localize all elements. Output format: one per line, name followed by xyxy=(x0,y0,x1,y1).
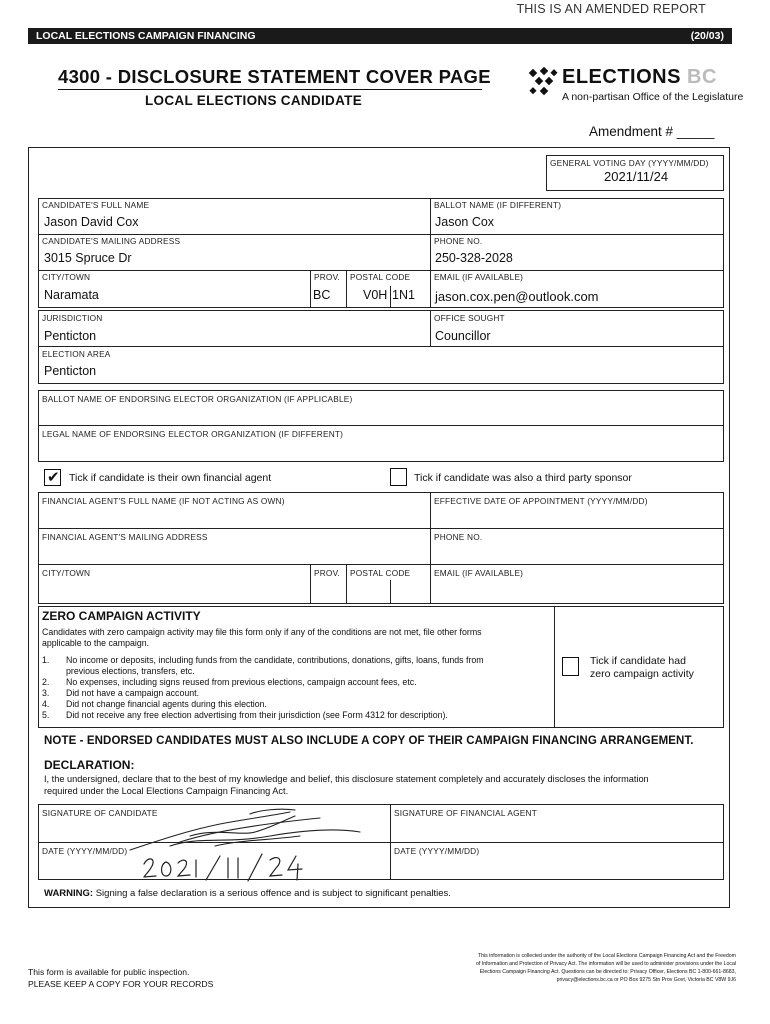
footer-privacy-line: Elections Campaign Financing Act. Questions can be directed to: Privacy Officer, Elections BC 1-800-661-8683, xyxy=(479,969,736,975)
condition-text: No income or deposits, including funds from the candidate, contributions, donations, gifts, loans, funds from xyxy=(66,655,484,665)
header-bar-title: LOCAL ELECTIONS CAMPAIGN FINANCING xyxy=(36,30,256,42)
candidate-name-field[interactable]: Jason David Cox xyxy=(44,215,139,229)
phone-field[interactable]: 250-328-2028 xyxy=(435,251,513,265)
footer-privacy-notice xyxy=(418,952,736,984)
agent-phone-label: PHONE NO. xyxy=(434,532,483,542)
divider xyxy=(390,286,391,308)
election-area-label: ELECTION AREA xyxy=(42,349,111,359)
declaration-text-1: I, the undersigned, declare that to the best of my knowledge and belief, this disclosure statement completely and accurately discloses the information xyxy=(44,774,649,784)
divider xyxy=(430,310,431,347)
financial-agent-box xyxy=(38,492,724,604)
divider xyxy=(38,346,724,347)
election-area-field[interactable]: Penticton xyxy=(44,364,97,378)
logo-suffix: BC xyxy=(687,66,717,88)
jurisdiction-field[interactable]: Penticton xyxy=(44,329,97,343)
warning-label: WARNING: xyxy=(44,888,94,899)
postal-code-part-1[interactable]: V0H xyxy=(363,288,388,302)
voting-day-value[interactable]: 2021/11/24 xyxy=(604,169,669,184)
condition-number: 5. xyxy=(42,710,50,720)
candidate-signature-image[interactable] xyxy=(120,806,390,856)
logo-wordmark xyxy=(562,66,717,89)
jurisdiction-label: JURISDICTION xyxy=(42,313,103,323)
declaration-text-2: required under the Local Elections Campaign Financing Act. xyxy=(44,786,289,796)
logo-tagline: A non-partisan Office of the Legislature xyxy=(562,91,744,103)
divider xyxy=(38,425,724,426)
declaration-heading: DECLARATION: xyxy=(44,758,135,772)
divider xyxy=(554,606,555,728)
mailing-address-label: CANDIDATE'S MAILING ADDRESS xyxy=(42,236,181,246)
footer-keep-copy: PLEASE KEEP A COPY FOR YOUR RECORDS xyxy=(28,979,214,989)
condition-text: Did not have a campaign account. xyxy=(66,688,200,698)
third-party-sponsor-checkbox[interactable] xyxy=(390,468,407,486)
jurisdiction-box xyxy=(38,310,724,384)
condition-number: 4. xyxy=(42,699,50,709)
condition-text: Did not receive any free election advertising from their jurisdiction (see Form 4312 for description). xyxy=(66,710,448,720)
condition-text: No expenses, including signs reused from previous elections, campaign account fees, etc. xyxy=(66,677,417,687)
mailing-address-field[interactable]: 3015 Spruce Dr xyxy=(44,251,132,265)
endorsed-candidates-note: NOTE - ENDORSED CANDIDATES MUST ALSO INCLUDE A COPY OF THEIR CAMPAIGN FINANCING ARRANGEMENT. xyxy=(44,735,694,747)
office-sought-label: OFFICE SOUGHT xyxy=(434,313,505,323)
third-party-sponsor-label: Tick if candidate was also a third party sponsor xyxy=(414,472,632,484)
candidate-date-label: DATE (YYYY/MM/DD) xyxy=(42,846,128,856)
divider xyxy=(390,580,391,604)
checkmark-icon: ✔ xyxy=(47,469,60,486)
warning-body: Signing a false declaration is a serious offence and is subject to significant penalties. xyxy=(93,888,451,899)
condition-number: 2. xyxy=(42,677,50,687)
agent-email-label: EMAIL (IF AVAILABLE) xyxy=(434,568,524,578)
postal-code-label: POSTAL CODE xyxy=(350,272,411,282)
footer-left xyxy=(28,966,213,990)
email-field[interactable]: jason.cox.pen@outlook.com xyxy=(435,289,599,304)
footer-privacy-line: of Information and Protection of Privacy Act. The information will be used to administer provisions under the Local xyxy=(476,961,736,967)
form-subtitle: LOCAL ELECTIONS CANDIDATE xyxy=(145,93,363,108)
phone-label: PHONE NO. xyxy=(434,236,483,246)
condition-text-continued: previous elections, transfers, etc. xyxy=(66,666,195,676)
condition-text: Did not change financial agents during this election. xyxy=(66,699,267,709)
footer-public-inspection: This form is available for public inspection. xyxy=(28,967,190,977)
title-divider xyxy=(58,89,482,90)
divider xyxy=(38,270,724,271)
agent-signature-label: SIGNATURE OF FINANCIAL AGENT xyxy=(394,808,537,818)
ballot-name-label: BALLOT NAME (IF DIFFERENT) xyxy=(434,200,562,210)
agent-date-label: DATE (YYYY/MM/DD) xyxy=(394,846,480,856)
elections-bc-logo-icon xyxy=(528,66,560,100)
divider xyxy=(430,198,431,308)
candidate-signature-label: SIGNATURE OF CANDIDATE xyxy=(42,808,158,818)
warning-text xyxy=(44,888,451,899)
prov-label: PROV. xyxy=(314,272,341,282)
amended-report-notice: THIS IS AN AMENDED REPORT xyxy=(516,2,706,16)
zero-activity-heading: ZERO CAMPAIGN ACTIVITY xyxy=(42,609,201,623)
footer-privacy-line: This information is collected under the authority of the Local Elections Campaign Financing Act and the Freedom xyxy=(477,953,736,959)
form-version: (20/03) xyxy=(690,30,724,42)
appointment-date-label: EFFECTIVE DATE OF APPOINTMENT (YYYY/MM/DD) xyxy=(434,496,648,506)
header-bar xyxy=(28,28,732,44)
agent-prov-label: PROV. xyxy=(314,568,341,578)
zero-activity-intro-2: applicable to the campaign. xyxy=(42,638,150,648)
divider xyxy=(346,270,347,308)
zero-activity-checkbox[interactable] xyxy=(562,657,579,676)
city-label: CITY/TOWN xyxy=(42,272,91,282)
divider xyxy=(310,270,311,308)
logo-word: ELECTIONS xyxy=(562,66,681,88)
footer-privacy-line: privacy@elections.bc.ca or PO Box 9275 Stn Prov Govt, Victoria BC V8W 9J6 xyxy=(556,977,736,983)
condition-number: 1. xyxy=(42,655,50,665)
agent-postal-label: POSTAL CODE xyxy=(350,568,411,578)
agent-city-label: CITY/TOWN xyxy=(42,568,91,578)
handwritten-date-image[interactable] xyxy=(140,850,310,886)
voting-day-label: GENERAL VOTING DAY (YYYY/MM/DD) xyxy=(550,158,709,168)
divider xyxy=(38,528,724,529)
city-field[interactable]: Naramata xyxy=(44,288,99,302)
amendment-number-field: Amendment # _____ xyxy=(589,124,715,139)
ballot-name-field[interactable]: Jason Cox xyxy=(435,215,495,229)
zero-activity-tick-label-1: Tick if candidate had xyxy=(590,655,686,667)
divider xyxy=(346,564,347,604)
agent-name-label: FINANCIAL AGENT'S FULL NAME (IF NOT ACTING AS OWN) xyxy=(42,496,285,506)
zero-activity-tick-label-2: zero campaign activity xyxy=(590,668,694,680)
zero-activity-intro-1: Candidates with zero campaign activity may file this form only if any of the conditions are not met, file other forms xyxy=(42,627,482,637)
endorsing-legal-name-label: LEGAL NAME OF ENDORSING ELECTOR ORGANIZATION (IF DIFFERENT) xyxy=(42,429,344,439)
own-agent-checkbox[interactable] xyxy=(44,469,61,486)
divider xyxy=(310,564,311,604)
divider xyxy=(38,564,724,565)
prov-field[interactable]: BC xyxy=(313,288,331,302)
agent-mailing-label: FINANCIAL AGENT'S MAILING ADDRESS xyxy=(42,532,208,542)
form-title: 4300 - DISCLOSURE STATEMENT COVER PAGE xyxy=(58,66,491,87)
divider xyxy=(38,234,724,235)
office-sought-field[interactable]: Councillor xyxy=(435,329,491,343)
candidate-name-label: CANDIDATE'S FULL NAME xyxy=(42,200,150,210)
postal-code-part-2[interactable]: 1N1 xyxy=(392,288,415,302)
condition-number: 3. xyxy=(42,688,50,698)
endorsing-ballot-name-label: BALLOT NAME OF ENDORSING ELECTOR ORGANIZATION (IF APPLICABLE) xyxy=(42,394,353,404)
divider xyxy=(430,492,431,604)
own-agent-label: Tick if candidate is their own financial agent xyxy=(69,472,272,484)
email-label: EMAIL (IF AVAILABLE) xyxy=(434,272,524,282)
